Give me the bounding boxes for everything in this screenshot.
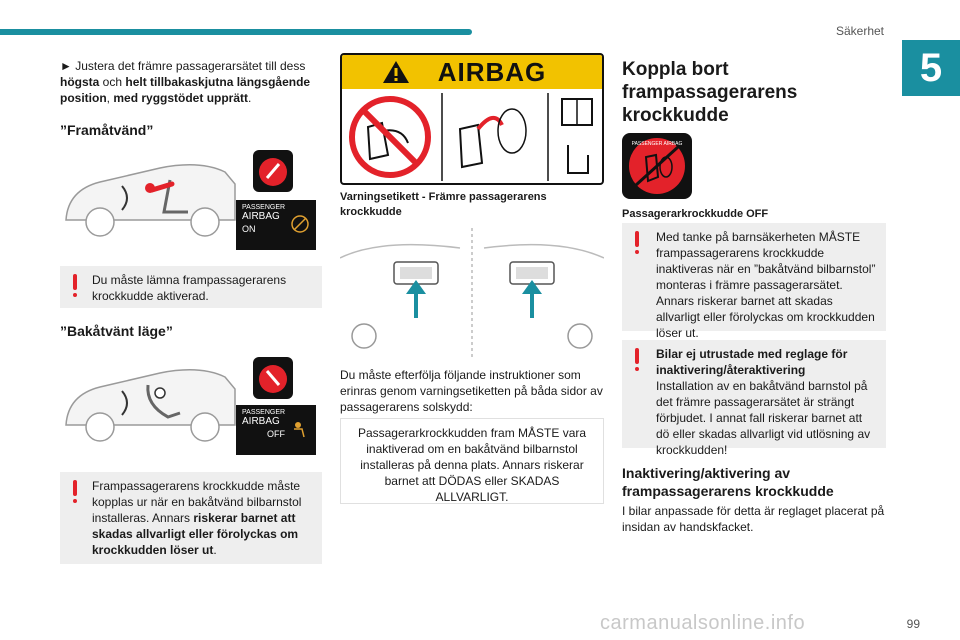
warning-exclamation-icon: [634, 348, 640, 374]
heading-rear-facing: ”Bakåtvänt läge”: [60, 323, 173, 339]
warning-forward: Du måste lämna frampassagerarens krockkudde aktiverad.: [60, 266, 322, 308]
passenger-airbag-off-indicator: PASSENGER AIRBAG OFF: [236, 405, 316, 455]
child-seat-icon: [290, 419, 310, 439]
warning-rear: Frampassagerarens krockkudde måste kopplas ur när en bakåtvänd bilbarnstol installeras. Annars riskerar barnet att skadas allvarligt eller förolyckas om krockkudden löser ut.: [60, 472, 322, 564]
warning-exclamation-icon: [634, 231, 640, 257]
chapter-tab: 5: [902, 40, 960, 96]
header-accent-bar: [0, 29, 472, 35]
section-title: Säkerhet: [835, 24, 884, 38]
instructions-paragraph: Du måste efterfölja följande instruktioner som erinras genom varningsetiketten på båda sidor av passagerarens solskydd:: [340, 368, 603, 414]
airbag-banner: AIRBAG: [342, 55, 602, 89]
warning-no-deactivation: Bilar ej utrustade med reglage för inaktivering/återaktivering Installation av en bakåtvänd barnstol på det främre passagerarsätet är strängt förbjudet. I annat fall riskerar barnet att dö eller skadas allvarligt vid utlösning av krockkudden!: [622, 340, 886, 448]
sun-visor-label-illustration: [340, 228, 604, 358]
warning-exclamation-icon: [72, 274, 78, 300]
body-paragraph: I bilar anpassade för detta är reglaget placerat på insidan av handskfacket.: [622, 504, 885, 534]
heading-forward-facing: ”Framåtvänd”: [60, 122, 154, 138]
page-heading: Koppla bort frampassagerarens krockkudde: [622, 59, 798, 126]
airbag-off-icon: [290, 214, 310, 234]
warning-exclamation-icon: [72, 480, 78, 506]
airbag-switch-off: [253, 357, 293, 399]
warning-triangle-icon: [382, 59, 410, 85]
airbag-notice-box: Passagerarkrockkudden fram MÅSTE vara inaktiverad om en bakåtvänd bilbarnstol installeras på denna plats. Annars riskerar barnet att DÖDAS eller SKADAS ALLVARLIGT.: [340, 418, 604, 504]
label-caption: Varningsetikett - Främre passagerarens krockkudde: [340, 191, 547, 218]
subheading-deactivation: Inaktivering/aktivering av frampassagerarens krockkudde: [622, 465, 834, 499]
watermark: carmanualsonline.info: [600, 612, 806, 634]
airbag-label-pictograms: [342, 89, 604, 185]
passenger-airbag-on-indicator: PASSENGER AIRBAG ON: [236, 200, 316, 250]
airbag-switch-on: [253, 150, 293, 192]
airbag-warning-label: [340, 53, 604, 185]
intro-paragraph: ► Justera det främre passagerarsätet till dess högsta och helt tillbakaskjutna längsgående position, med ryggstödet upprätt.: [60, 59, 311, 105]
passenger-airbag-off-icon: PASSENGER AIRBAG: [622, 133, 692, 199]
page-number: 99: [906, 617, 920, 631]
warning-child-safety: Med tanke på barnsäkerheten MÅSTE frampassagerarens krockkudde inaktiveras när en ”bakåtvänd bilbarnstol” monteras i främre passagerarsätet. Annars riskerar barnet att skadas allvarligt eller förolyckas om krockkudden löser ut.: [622, 223, 886, 331]
caption-airbag-off: Passagerarkrockkudde OFF: [622, 208, 769, 220]
